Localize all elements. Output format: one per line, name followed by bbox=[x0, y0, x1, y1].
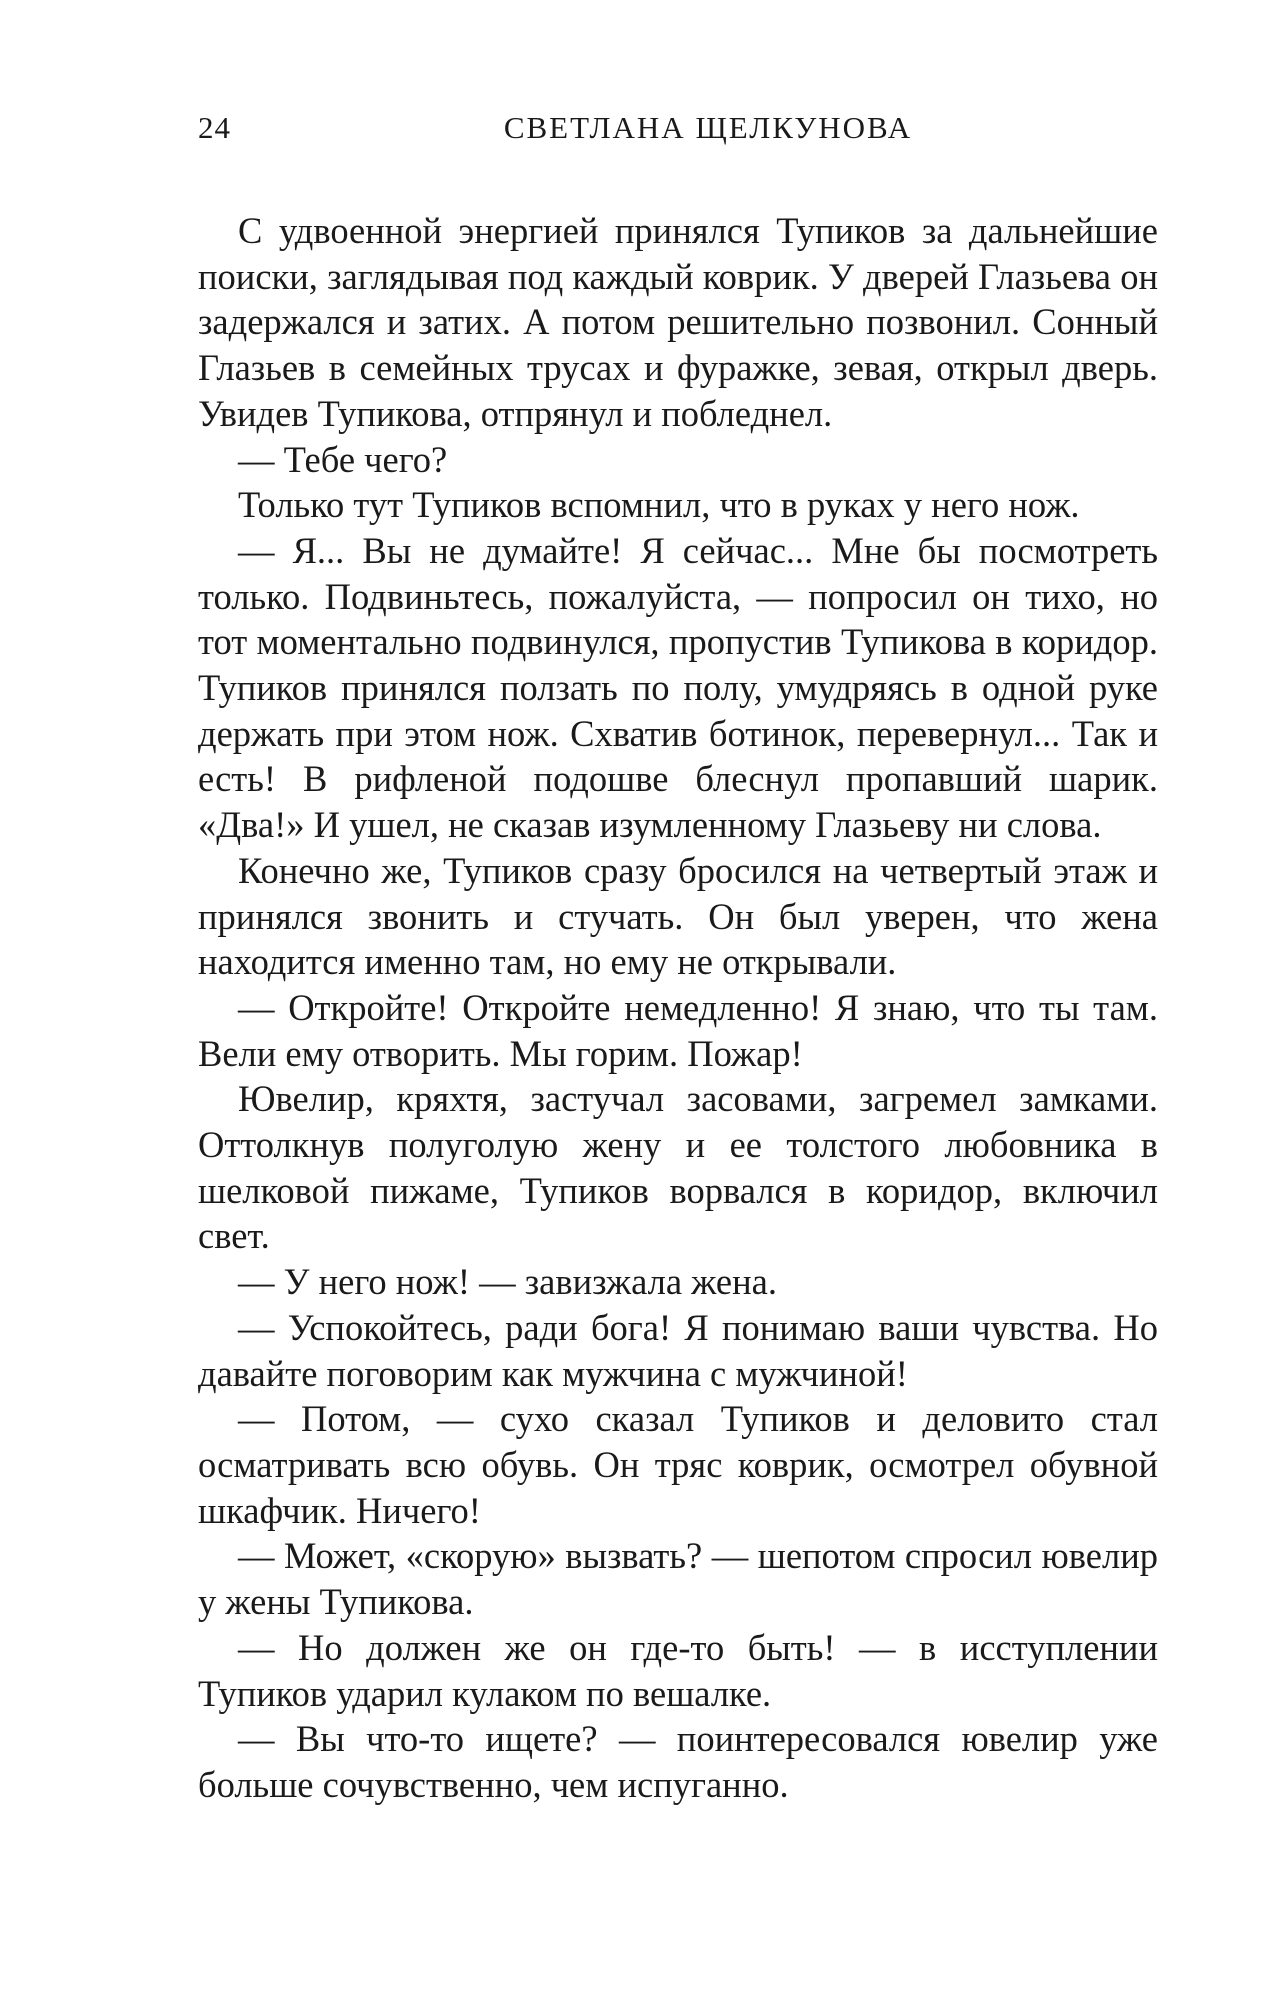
paragraph: Конечно же, Тупиков сразу бросился на четвертый этаж и принялся звонить и стучать. Он был уверен, что жена находится именно там, но ему не открывали. bbox=[198, 849, 1158, 983]
page-number: 24 bbox=[198, 110, 231, 145]
body-text bbox=[198, 208, 1158, 1808]
paragraph: — Может, «скорую» вызвать? — шепотом спросил ювелир у жены Тупикова. bbox=[198, 1535, 1158, 1623]
paragraph: Только тут Тупиков вспомнил, что в руках у него нож. bbox=[238, 484, 1080, 526]
paragraph: — Вы что-то ищете? — поинтересовался ювелир уже больше сочувственно, чем испуганно. bbox=[198, 1718, 1158, 1805]
paragraph: С удвоенной энергией принялся Тупиков за дальнейшие поиски, заглядывая под каждый коврик. У дверей Глазьева он задержался и затих. А потом решительно позвонил. Сонный Глазьев в семейных трусах и фуражке, зевая, открыл дверь. Увидев Тупикова, отпрянул и побледнел. bbox=[198, 210, 1158, 434]
paragraph: — Откройте! Откройте немедленно! Я знаю, что ты там. Вели ему отворить. Мы горим. Пожар! bbox=[198, 986, 1158, 1074]
paragraph: — Тебе чего? bbox=[238, 438, 448, 480]
running-title: СВЕТЛАНА ЩЕЛКУНОВА bbox=[503, 110, 913, 145]
paragraph: — Успокойтесь, ради бога! Я понимаю ваши чувства. Но давайте поговорим как мужчина с мужчиной! bbox=[198, 1306, 1158, 1394]
paragraph: — Но должен же он где-то быть! — в исступлении Тупиков ударил кулаком по вешалке. bbox=[198, 1626, 1158, 1714]
paragraph: Ювелир, кряхтя, застучал засовами, загремел замками. Оттолкнув полуголую жену и ее толстого любовника в шелковой пижаме, Тупиков ворвался в коридор, включил свет. bbox=[198, 1078, 1158, 1257]
paragraph: — У него нож! — завизжала жена. bbox=[238, 1261, 777, 1303]
page-header bbox=[198, 110, 1158, 160]
paragraph: — Я... Вы не думайте! Я сейчас... Мне бы посмотреть только. Подвиньтесь, пожалуйста, — попросил он тихо, но тот моментально подвинулся, пропустив Тупикова в коридор. Тупиков принялся ползать по полу, умудряясь в одной руке держать при этом нож. Схватив ботинок, перевернул... Так и есть! В рифленой подошве блеснул пропавший шарик. «Два!» И ушел, не сказав изумленному Глазьеву ни слова. bbox=[198, 529, 1158, 846]
paragraph: — Потом, — сухо сказал Тупиков и деловито стал осматривать всю обувь. Он тряс коврик, осмотрел обувной шкафчик. Ничего! bbox=[198, 1398, 1158, 1531]
